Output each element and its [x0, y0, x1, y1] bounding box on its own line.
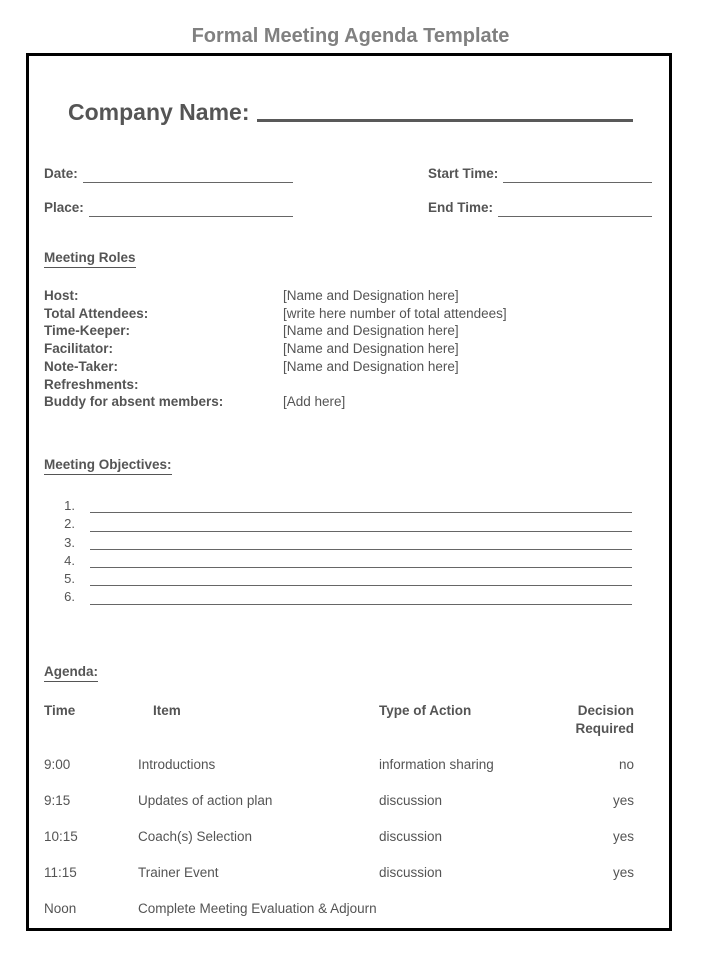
role-label: Refreshments: — [44, 376, 139, 392]
agenda-cell-time: 9:15 — [44, 792, 71, 808]
objective-row — [44, 589, 632, 607]
meeting-roles-heading: Meeting Roles — [44, 250, 669, 268]
objective-fill-line[interactable] — [90, 498, 632, 513]
agenda-header-item: Item — [153, 702, 181, 718]
agenda-cell-action: discussion — [379, 864, 443, 880]
agenda-row — [44, 828, 634, 846]
role-value: [Name and Designation here] — [283, 323, 459, 339]
role-row-facilitator — [44, 340, 654, 358]
role-label: Buddy for absent members: — [44, 394, 224, 410]
agenda-header-action: Type of Action — [379, 702, 472, 718]
agenda-cell-decision: yes — [612, 792, 634, 808]
place-label: Place: — [44, 200, 84, 215]
role-row-total-attendees — [44, 305, 654, 323]
end-time-label: End Time: — [428, 200, 494, 215]
company-name-row — [68, 99, 633, 126]
agenda-cell-action: information sharing — [379, 756, 494, 772]
role-label: Facilitator: — [44, 341, 114, 357]
role-value: [write here number of total attendees] — [283, 305, 507, 321]
end-time-fill-line[interactable] — [498, 200, 652, 217]
agenda-heading: Agenda: — [44, 664, 669, 682]
role-value: [Add here] — [283, 394, 346, 410]
role-row-buddy — [44, 393, 654, 411]
company-name-label: Company Name: — [68, 99, 250, 125]
role-value: [Name and Designation here] — [283, 358, 459, 374]
agenda-row — [44, 792, 634, 810]
agenda-cell-item: Updates of action plan — [138, 792, 273, 808]
objective-row — [44, 571, 632, 589]
start-time-field — [428, 166, 652, 184]
place-fill-line[interactable] — [89, 200, 293, 217]
meeting-roles-list — [44, 287, 654, 411]
agenda-cell-decision: no — [618, 756, 634, 772]
agenda-cell-item: Trainer Event — [138, 864, 219, 880]
role-row-note-taker — [44, 358, 654, 376]
start-time-label: Start Time: — [428, 166, 499, 181]
agenda-header-decision: Decision Required — [575, 702, 634, 736]
role-label: Total Attendees: — [44, 305, 149, 321]
agenda-cell-time: 9:00 — [44, 756, 71, 772]
role-value: [Name and Designation here] — [283, 341, 459, 357]
page-title: Formal Meeting Agenda Template — [191, 25, 510, 47]
role-label: Note-Taker: — [44, 358, 119, 374]
agenda-header-row — [44, 702, 634, 738]
document-frame — [26, 53, 672, 931]
agenda-cell-time: Noon — [44, 900, 77, 916]
role-value — [283, 376, 654, 394]
agenda-cell-item: Coach(s) Selection — [138, 828, 253, 844]
agenda-row — [44, 756, 634, 774]
objective-row — [44, 553, 632, 571]
objective-number: 3. — [64, 534, 75, 550]
agenda-cell-action: discussion — [379, 828, 443, 844]
objective-row — [44, 516, 632, 534]
agenda-cell-time: 11:15 — [44, 864, 77, 880]
agenda-cell-item: Introductions — [138, 756, 216, 772]
objective-fill-line[interactable] — [90, 516, 632, 531]
role-row-host — [44, 287, 654, 305]
meeting-info-section — [29, 166, 669, 218]
agenda-cell-time: 10:15 — [44, 828, 78, 844]
objective-fill-line[interactable] — [90, 571, 632, 586]
role-label: Time-Keeper: — [44, 323, 131, 339]
objective-number: 5. — [64, 571, 75, 587]
date-fill-line[interactable] — [83, 166, 293, 183]
agenda-cell-decision: yes — [612, 828, 634, 844]
objective-fill-line[interactable] — [90, 553, 632, 568]
objective-number: 6. — [64, 589, 75, 605]
agenda-row — [44, 900, 634, 918]
objective-row — [44, 535, 632, 553]
agenda-cell-decision: yes — [612, 864, 634, 880]
company-name-fill-line[interactable] — [257, 119, 633, 122]
agenda-header-time: Time — [44, 702, 76, 718]
meeting-objectives-heading: Meeting Objectives: — [44, 457, 669, 475]
agenda-cell-item: Complete Meeting Evaluation & Adjourn — [138, 900, 377, 916]
end-time-field — [428, 200, 652, 218]
date-label: Date: — [44, 166, 78, 181]
agenda-table — [44, 702, 634, 918]
place-field — [44, 200, 293, 218]
objective-fill-line[interactable] — [90, 535, 632, 550]
date-field — [44, 166, 293, 184]
objective-number: 4. — [64, 552, 75, 568]
objective-number: 1. — [64, 497, 75, 513]
objective-row — [44, 498, 632, 516]
role-value: [Name and Designation here] — [283, 288, 459, 303]
meeting-objectives-list — [44, 498, 632, 608]
agenda-cell-action: discussion — [379, 792, 443, 808]
objective-fill-line[interactable] — [90, 589, 632, 604]
role-row-time-keeper — [44, 322, 654, 340]
agenda-row — [44, 864, 634, 882]
role-row-refreshments — [44, 376, 654, 394]
role-label: Host: — [44, 288, 79, 303]
start-time-fill-line[interactable] — [503, 166, 652, 183]
objective-number: 2. — [64, 516, 75, 532]
